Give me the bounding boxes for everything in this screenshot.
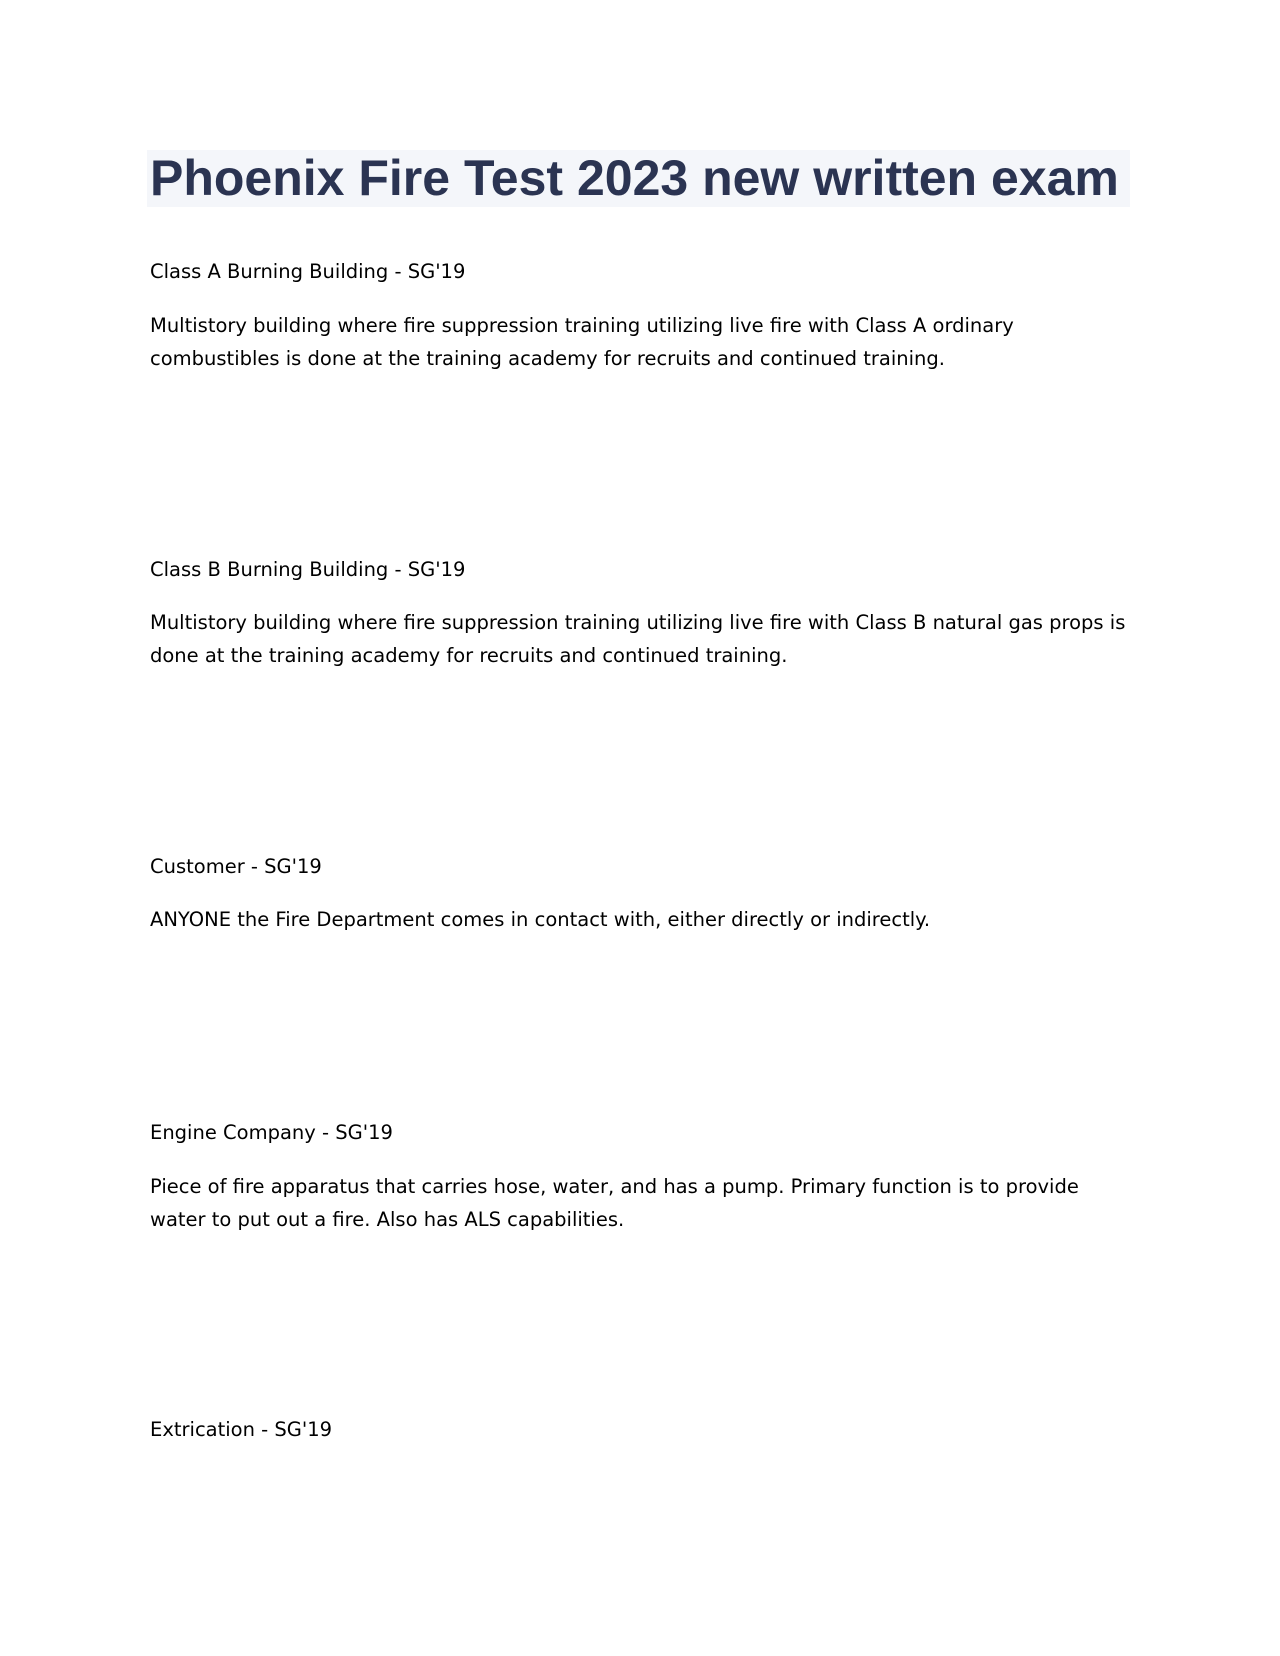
definition-engine-company: Piece of fire apparatus that carries hose, water, and has a pump. Primary function is to provide water to put out a fire. Also has ALS capabilities.: [150, 1175, 1079, 1231]
term-engine-company: Engine Company - SG'19: [150, 1121, 393, 1144]
definition-class-b-burning-building: Multistory building where fire suppression training utilizing live fire with Class B natural gas props is done at the training academy for recruits and continued training.: [150, 611, 1126, 667]
definition-customer: ANYONE the Fire Department comes in contact with, either directly or indirectly.: [150, 908, 931, 931]
definition-class-a-burning-building: Multistory building where fire suppression training utilizing live fire with Class A ordinary combustibles is done at the training academy for recruits and continued training.: [150, 314, 1014, 370]
term-customer: Customer - SG'19: [150, 855, 322, 878]
title-highlight: [147, 150, 1130, 207]
page-title: Phoenix Fire Test 2023 new written exam: [150, 150, 1119, 206]
term-extrication: Extrication - SG'19: [150, 1418, 333, 1441]
term-class-a-burning-building: Class A Burning Building - SG'19: [150, 260, 466, 283]
term-class-b-burning-building: Class B Burning Building - SG'19: [150, 558, 466, 581]
